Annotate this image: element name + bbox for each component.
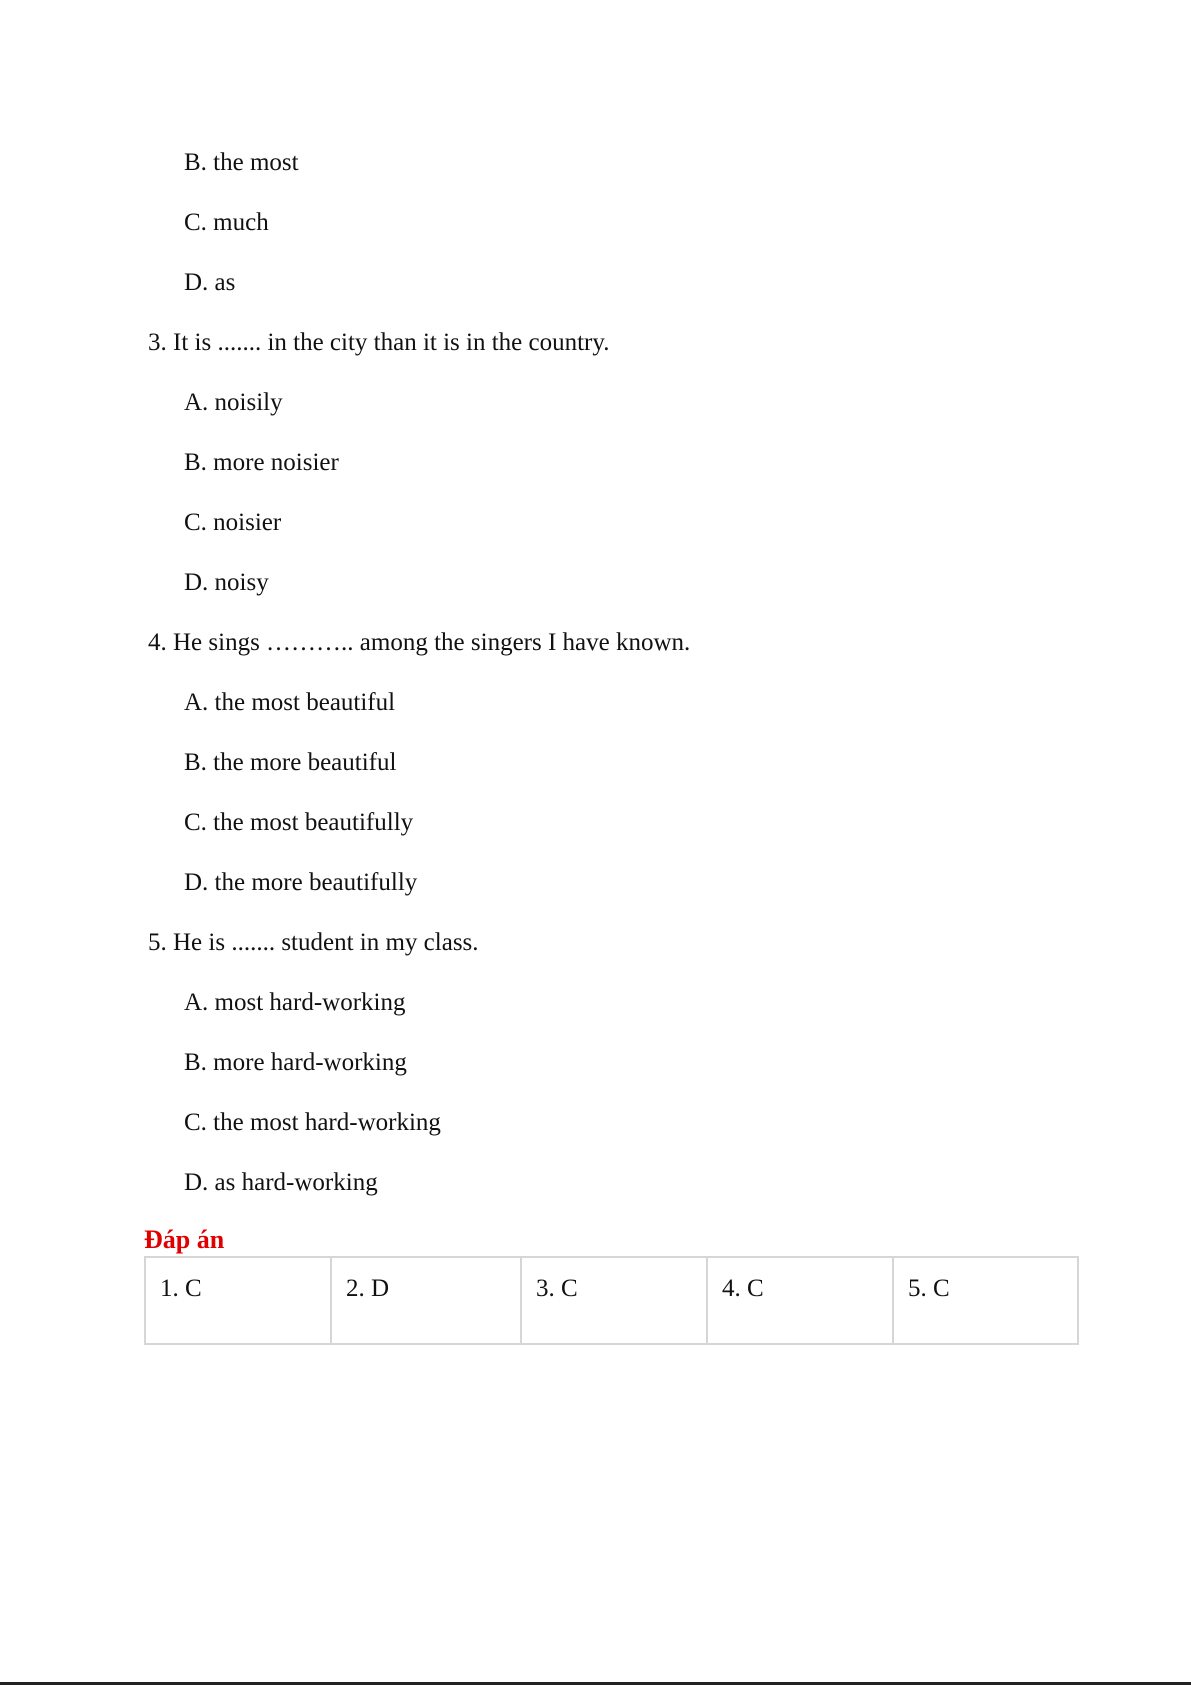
q4-option-c: C. the most beautifully xyxy=(184,809,414,836)
answer-key-title: Đáp án xyxy=(144,1225,225,1254)
q4-option-a: A. the most beautiful xyxy=(184,689,396,716)
q2-option-d: D. as xyxy=(184,269,236,296)
q2-option-c: C. much xyxy=(184,209,269,236)
answer-key-table xyxy=(144,1256,1079,1345)
answer-cell-5: 5. C xyxy=(908,1275,950,1302)
answer-cell-2: 2. D xyxy=(332,1258,522,1343)
q4-option-b: B. the more beautiful xyxy=(184,749,397,776)
answer-cell-1: 1. C xyxy=(146,1258,332,1343)
q5-option-d: D. as hard-working xyxy=(184,1169,378,1196)
q3-option-d: D. noisy xyxy=(184,569,269,596)
q3-option-b: B. more noisier xyxy=(184,449,339,476)
answer-cell-3: 3. C xyxy=(522,1258,708,1343)
q2-option-b: B. the most xyxy=(184,149,299,176)
question-4: 4. He sings ……….. among the singers I have known. xyxy=(148,629,691,656)
q5-option-b: B. more hard-working xyxy=(184,1049,407,1076)
answer-cell-4: 4. C xyxy=(708,1258,894,1343)
q3-option-a: A. noisily xyxy=(184,389,283,416)
q3-option-c: C. noisier xyxy=(184,509,282,536)
question-5: 5. He is ....... student in my class. xyxy=(148,929,479,956)
q5-option-c: C. the most hard-working xyxy=(184,1109,441,1136)
q4-option-d: D. the more beautifully xyxy=(184,869,418,896)
q5-option-a: A. most hard-working xyxy=(184,989,406,1016)
question-3: 3. It is ....... in the city than it is in the country. xyxy=(148,329,610,356)
